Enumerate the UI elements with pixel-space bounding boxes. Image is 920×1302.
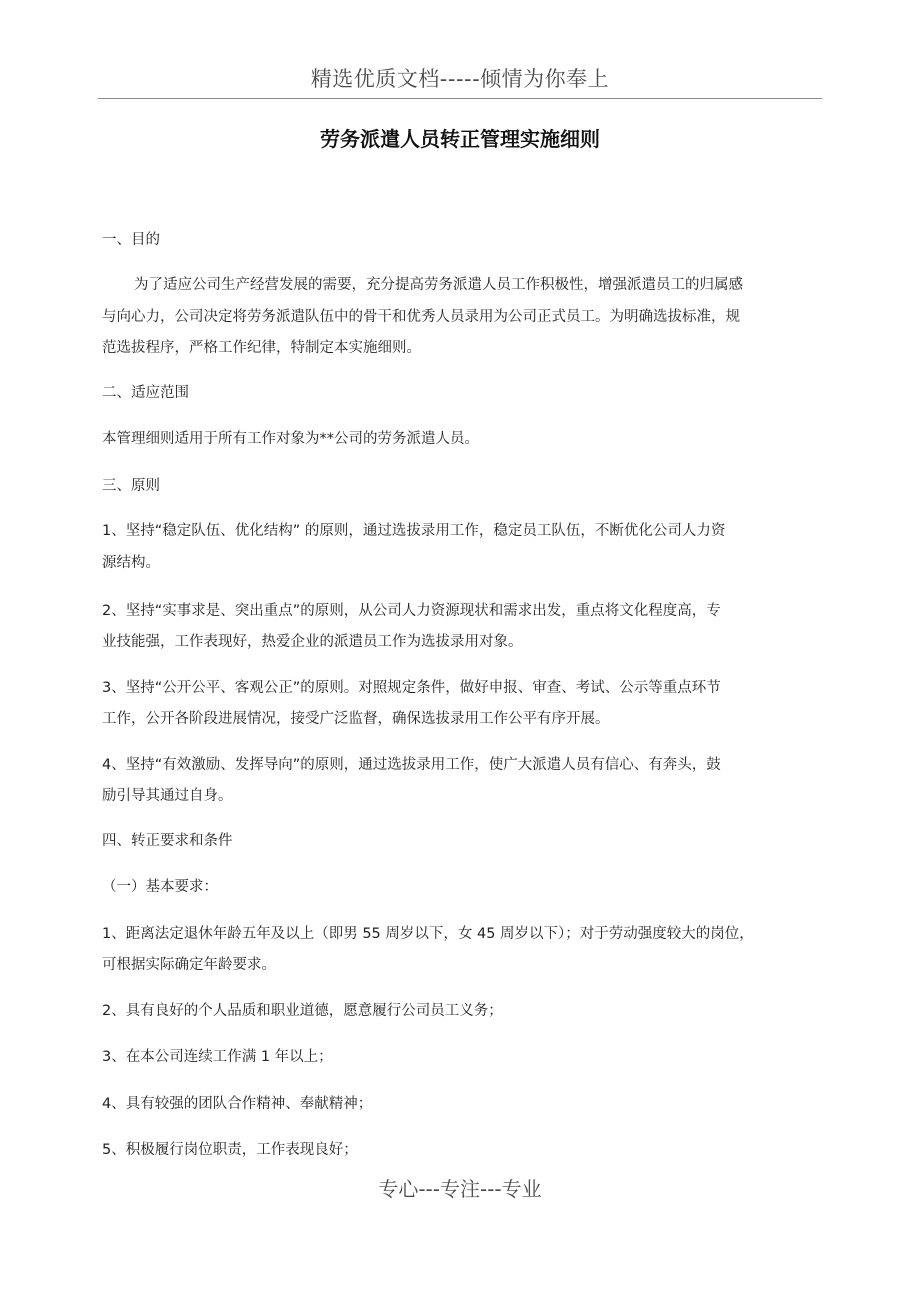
paragraph-line: 范选拔程序，严格工作纪律，特制定本实施细则。 (102, 340, 421, 356)
document-title: 劳务派遣人员转正管理实施细则 (320, 127, 600, 151)
list-item-line: 3、坚持“公开公平、客观公正”的原则。对照规定条件，做好申报、审查、考试、公示等重点环节 (102, 680, 721, 696)
list-item-line: 2、具有良好的个人品质和职业道德，愿意履行公司员工义务； (102, 1003, 503, 1019)
section-heading-requirements: 四、转正要求和条件 (102, 833, 233, 849)
list-item-line: 可根据实际确定年龄要求。 (102, 957, 276, 973)
list-item-line: 4、具有较强的团队合作精神、奉献精神； (102, 1096, 373, 1112)
list-item-line: 1、距离法定退休年龄五年及以上（即男 55 周岁以下，女 45 周岁以下）；对于劳动强度较大的岗位， (102, 926, 754, 942)
list-item-line: 励引导其通过自身。 (102, 788, 233, 804)
list-item-line: 1、坚持“稳定队伍、优化结构” 的原则，通过选拔录用工作，稳定员工队伍，不断优化公司人力资 (102, 523, 726, 539)
list-item-line: 4、坚持“有效激励、发挥导向”的原则，通过选拔录用工作，使广大派遣人员有信心、有奔头，鼓 (102, 757, 721, 773)
list-item-line: 5、积极履行岗位职责，工作表现良好； (102, 1142, 358, 1158)
paragraph-line: 本管理细则适用于所有工作对象为**公司的劳务派遣人员。 (102, 431, 479, 447)
subsection-heading: （一）基本要求： (102, 879, 218, 895)
section-heading-principles: 三、原则 (102, 478, 160, 494)
section-heading-purpose: 一、目的 (102, 232, 160, 248)
list-item-line: 业技能强，工作表现好，热爱企业的派遣员工作为选拔录用对象。 (102, 634, 523, 650)
page-header: 精选优质文档-----倾情为你奉上 (98, 62, 822, 99)
paragraph-line: 为了适应公司生产经营发展的需要，充分提高劳务派遣人员工作积极性，增强派遣员工的归属感 (134, 277, 743, 293)
list-item-line: 3、在本公司连续工作满 1 年以上； (102, 1049, 333, 1065)
list-item-line: 2、坚持“实事求是、突出重点”的原则，从公司人力资源现状和需求出发，重点将文化程度高，专 (102, 603, 721, 619)
paragraph-line: 与向心力，公司决定将劳务派遣队伍中的骨干和优秀人员录用为公司正式员工。为明确选拔标准，规 (102, 309, 740, 325)
list-item-line: 工作，公开各阶段进展情况，接受广泛监督，确保选拔录用工作公平有序开展。 (102, 711, 610, 727)
section-heading-scope: 二、适应范围 (102, 385, 189, 401)
list-item-line: 源结构。 (102, 555, 160, 571)
page-footer: 专心---专注---专业 (378, 1177, 542, 1201)
